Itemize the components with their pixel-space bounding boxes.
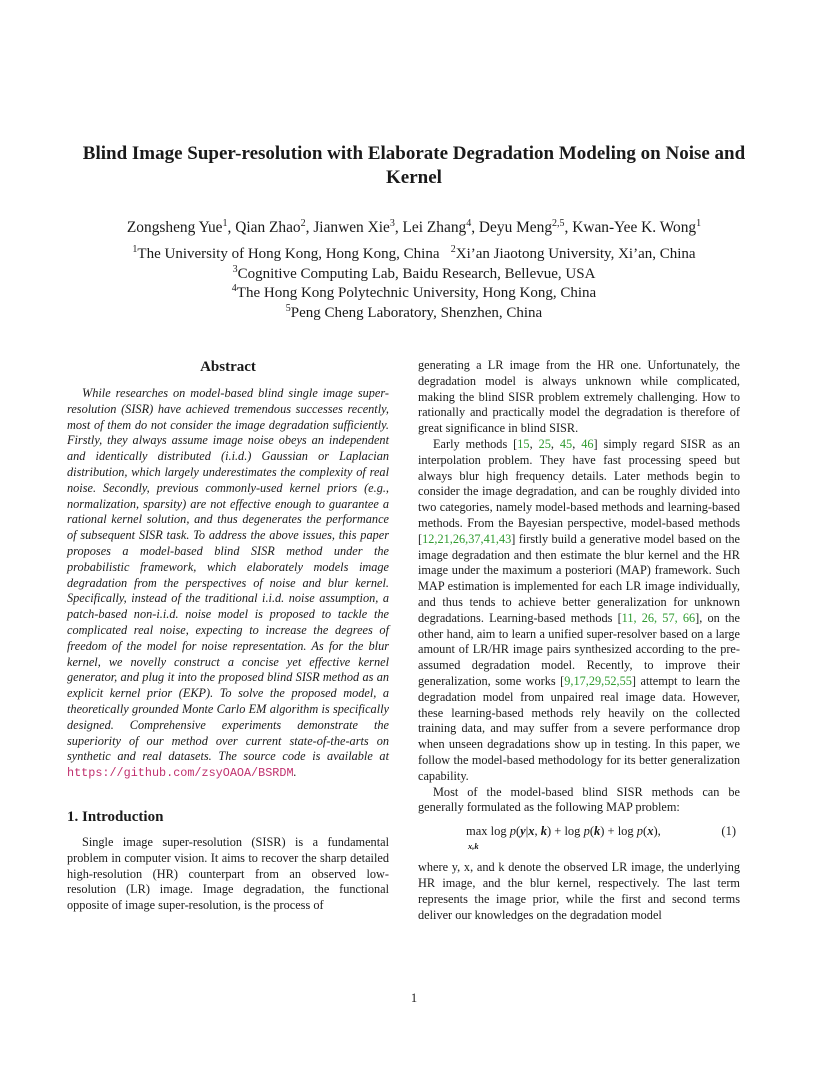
author: Qian Zhao$^2$ <box>235 218 306 236</box>
equation-1 <box>418 822 740 852</box>
citation-link[interactable]: 25 <box>538 436 551 451</box>
equation-number: (1) <box>721 824 736 839</box>
author: Deyu Meng$^{2,5}$ <box>478 218 565 236</box>
citation-link[interactable]: 15 <box>517 436 530 451</box>
author: Kwan-Yee K. Wong$^1$ <box>572 218 702 236</box>
citation-link[interactable]: 9,17,29,52,55 <box>564 673 632 688</box>
affiliations <box>40 245 788 323</box>
intro-paragraph: Single image super-resolution (SISR) is a fundamental problem in computer vision. It aims to recover the sharp detailed high-resolution (HR) counterpart from an observed low-resolution (LR) image. Image degradation, the functional opposite of image super-resolution, is the process of <box>67 834 389 913</box>
affiliation-line: $^5$Peng Cheng Laboratory, Shenzhen, China <box>285 302 543 321</box>
intro-paragraph: where y, x, and k denote the observed LR image, the underlying HR image, and the blur kernel, respectively. The last term represents the image prior, while the first and second terms deliver our knowledges on the degradation model <box>418 860 740 922</box>
citation-link[interactable]: 45 <box>559 436 573 451</box>
affiliation-line: $^3$Cognitive Computing Lab, Baidu Research, Bellevue, USA <box>232 263 596 282</box>
affiliation-line: $^1$The University of Hong Kong, Hong Kong, China $^2$Xi’an Jiaotong University, Xi’an, China <box>132 244 696 262</box>
abstract-text: While researches on model-based blind single image super-resolution (SISR) have achieved tremendous successes recently, most of them do not consider the image degradation sufficiently. Firstly, they always assume image noise obeys an independent and identically distributed (i.i.d.) Gaussian or Laplacian distribution, which largely underestimates the complexity of real noise. Secondly, previous commonly-used kernel priors (e.g., normalization, sparsity) are not effective enough to guarantee a rational kernel solution, and thus degenerates the performance of subsequent SISR task. To address the above issues, this paper proposes a model-based blind SISR method under the probabilistic framework, which elaborately models image degradation from the perspectives of noise and blur kernel. Specifically, instead of the traditional i.i.d. noise assumption, a patch-based non-i.i.d. noise model is proposed to tackle the complicated real noise, expecting to increase the degrees of freedom of the model for noise representation. As for the blur kernel, we novelly construct a concise yet effective kernel generator, and plug it into the proposed blind SISR method as an explicit kernel prior (EKP). To solve the proposed model, a theoretically grounded Monte Carlo EM algorithm is specifically designed. Comprehensive experiments demonstrate the superiority of our method over current state-of-the-arts on synthetic and real datasets. The source code is available at https://github.com/zsyOAOA/BSRDM. <box>67 386 389 781</box>
citation-link[interactable]: 11, 26, 57, 66 <box>621 610 696 625</box>
intro-paragraph: Early methods [15, 25, 45, 46] simply regard SISR as an interpolation problem. They have fast processing speed but always blur high frequency details. Later methods begin to consider the image degradation, and can be roughly divided into two categories, namely model-based methods and learning-based methods. From the Bayesian perspective, model-based methods [12,21,26,37,41,43] firstly build a generative model based on the image degradation and then estimate the blur kernel and the HR image under the maximum a posteriori (MAP) framework. Such MAP estimation is implemented for each LR image individually, and thus tends to achieve better generalization for unknown degradations. Learning-based methods [11, 26, 57, 66], on the other hand, aim to learn a unified super-resolver based on a large amount of LR/HR image pairs synthesized according to the pre-assumed degradation model. Recently, to improve their generalization, some works [9,17,29,52,55] attempt to learn the degradation model from unpaired real image data. However, these learning-based methods rely heavily on the collected training data, and may suffer from a severe performance drop when unseen degradations show up in testing. In this paper, we follow the model-based methodology for its better generalization capability. <box>418 436 740 783</box>
paper-title: Blind Image Super-resolution with Elaborate Degradation Modeling on Noise and Kernel <box>82 143 746 188</box>
intro-paragraph: Most of the model-based blind SISR methods can be generally formulated as the following MAP problem: <box>418 784 740 815</box>
equation-body: max log p(y|x, k) + log p(k) + log p(x), <box>466 824 661 839</box>
left-column <box>67 358 389 914</box>
equation-subscript: x,k <box>468 841 479 852</box>
affiliation-line: $^4$The Hong Kong Polytechnic University, Hong Kong, China <box>231 283 597 302</box>
author: Lei Zhang$^4$ <box>402 218 472 236</box>
page-number: 1 <box>410 991 418 1005</box>
author-list: Zongsheng Yue$^1$, Qian Zhao$^2$, Jianwen Xie$^3$, Lei Zhang$^4$, Deyu Meng$^{2,5}$, Kwan-Yee K. Wong$^1$ <box>126 218 702 236</box>
author: Zongsheng Yue$^1$ <box>126 218 228 236</box>
citation-link[interactable]: 46 <box>581 436 594 451</box>
source-code-link[interactable]: https://github.com/zsyOAOA/BSRDM <box>67 766 294 781</box>
abstract-heading: Abstract <box>200 359 256 375</box>
intro-paragraph: generating a LR image from the HR one. Unfortunately, the degradation model is always unknown while complicated, making the blind SISR problem extremely challenging. How to rationally and practically model the degradation is therefore of great significance in blind SISR. <box>418 358 740 436</box>
author: Jianwen Xie$^3$ <box>313 218 395 236</box>
introduction-heading: 1. Introduction <box>67 808 164 825</box>
right-column <box>418 358 740 923</box>
citation-link[interactable]: 12,21,26,37,41,43 <box>422 531 512 546</box>
